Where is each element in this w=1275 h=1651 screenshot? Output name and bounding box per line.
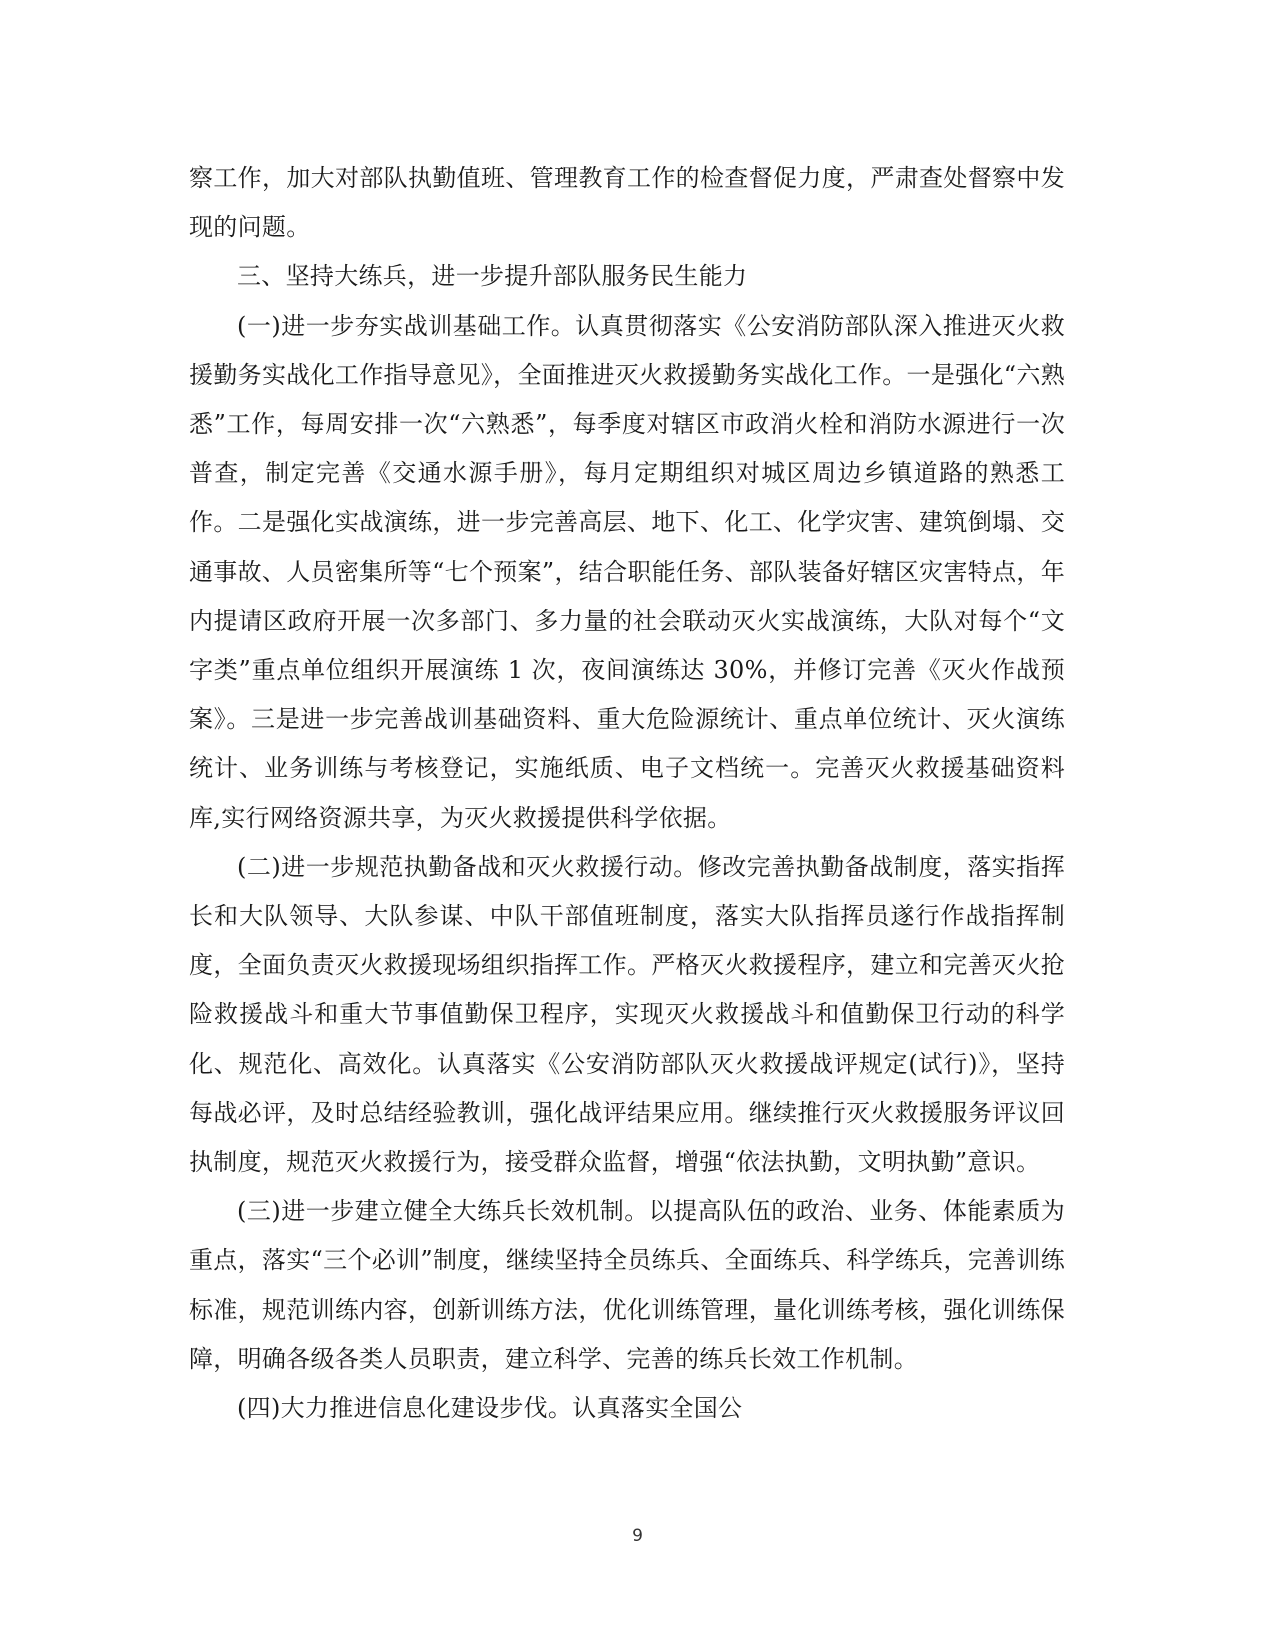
paragraph-continuation: 察工作，加大对部队执勤值班、管理教育工作的检查督促力度，严肃查处督察中发现的问题。	[189, 164, 1065, 242]
page-number: 9	[632, 1526, 643, 1546]
paragraph-item-4: (四)大力推进信息化建设步伐。认真落实全国公	[237, 1394, 743, 1423]
paragraph-item-2: (二)进一步规范执勤备战和灭火救援行动。修改完善执勤备战制度，落实指挥长和大队领导、大队参谋、中队干部值班制度，落实大队指挥员遂行作战指挥制度，全面负责灭火救援现场组织指挥工作。严格灭火救援程序，建立和完善灭火抢险救援战斗和重大节事值勤保卫程序，实现灭火救援战斗和值勤保卫行动的科学化、规范化、高效化。认真落实《公安消防部队灭火救援战评规定(试行)》，坚持每战必评，及时总结经验教训，强化战评结果应用。继续推行灭火救援服务评议回执制度，规范灭火救援行为，接受群众监督，增强“依法执勤，文明执勤”意识。	[189, 852, 1065, 1177]
paragraph-item-3: (三)进一步建立健全大练兵长效机制。以提高队伍的政治、业务、体能素质为重点，落实“三个必训”制度，继续坚持全员练兵、全面练兵、科学练兵，完善训练标准，规范训练内容，创新训练方法，优化训练管理，量化训练考核，强化训练保障，明确各级各类人员职责，建立科学、完善的练兵长效工作机制。	[189, 1197, 1065, 1373]
document-body	[189, 154, 1065, 1433]
section-heading: 三、坚持大练兵，进一步提升部队服务民生能力	[237, 262, 748, 291]
paragraph-item-1: (一)进一步夯实战训基础工作。认真贯彻落实《公安消防部队深入推进灭火救援勤务实战化工作指导意见》，全面推进灭火救援勤务实战化工作。一是强化“六熟悉”工作，每周安排一次“六熟悉”，每季度对辖区市政消火栓和消防水源进行一次普查，制定完善《交通水源手册》，每月定期组织对城区周边乡镇道路的熟悉工作。二是强化实战演练，进一步完善高层、地下、化工、化学灾害、建筑倒塌、交通事故、人员密集所等“七个预案”，结合职能任务、部队装备好辖区灾害特点，年内提请区政府开展一次多部门、多力量的社会联动灭火实战演练，大队对每个“文字类”重点单位组织开展演练 1 次，夜间演练达 30%，并修订完善《灭火作战预案》。三是进一步完善战训基础资料、重大危险源统计、重点单位统计、灭火演练统计、业务训练与考核登记，实施纸质、电子文档统一。完善灭火救援基础资料库,实行网络资源共享，为灭火救援提供科学依据。	[189, 311, 1065, 832]
